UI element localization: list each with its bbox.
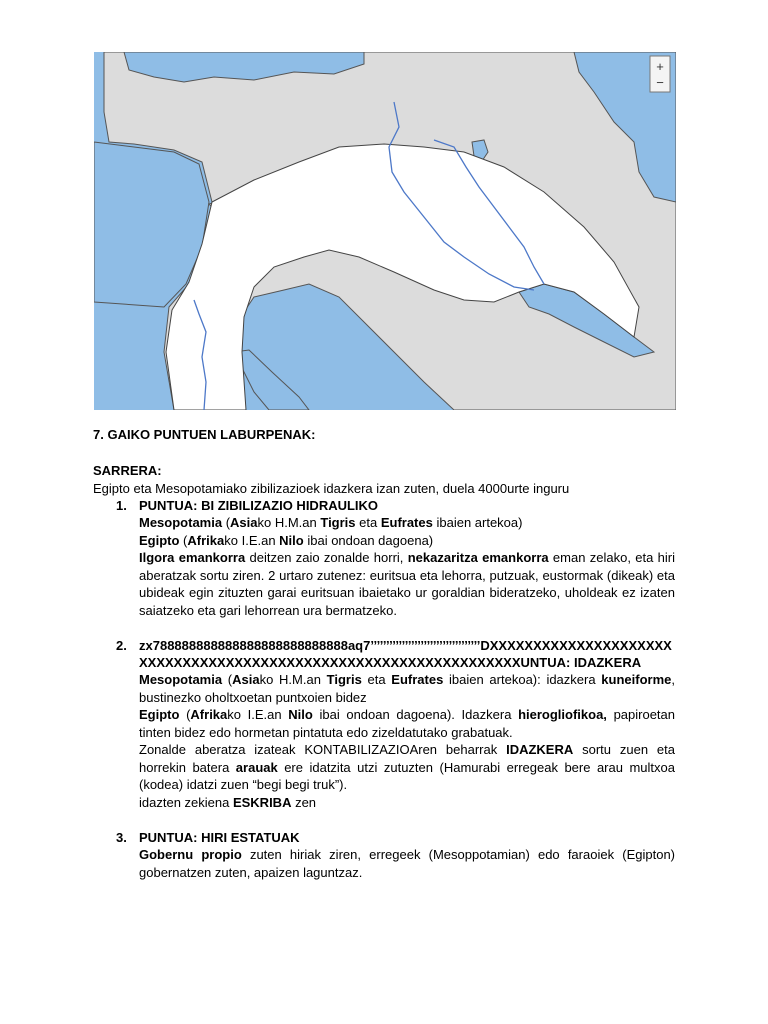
zoom-out-icon[interactable]: −: [656, 75, 664, 90]
ilgora-paragraph: Ilgora emankorra deitzen zaio zonalde horri, nekazaritza emankorra eman zelako, eta hiri aberatzak sortu ziren. 2 urtaro zutenez: euritsua eta lehorra, putzuak, eustormak (dikeak) eta ubideak egin zituzten garai euritsuan ibaietako ur goraldian bideratzeko, uholdeak ez izaten saiatzeko eta gari lehorrean ura bermatzeko.: [139, 550, 675, 618]
writing-paragraph: Zonalde aberatza izateak KONTABILIZAZIOAren beharrak IDAZKERA sortu zuen eta horrekin batera arauak ere idatzita utzi zutuzten (Hamurabi erregeak bere arau multxoa (kodea) idatzi zuen “begi begi truk”).: [139, 742, 676, 792]
egypt-line: Egipto (Afrikako I.E.an Nilo ibai ondoan dagoena). Idazkera hierogliofikoa, papiroetan tinten bidez edo hormetan pintatuta edo zizeldatutako grabatuak.: [139, 707, 676, 740]
intro-text: Egipto eta Mesopotamiako zibilizazioek idazkera izan zuten, duela 4000urte inguru: [93, 481, 570, 496]
section-title: 7. GAIKO PUNTUEN LABURPENAK:: [93, 427, 316, 442]
mesopotamia-line: Mesopotamia (Asiako H.M.an Tigris eta Eufrates ibaien artekoa): idazkera kuneiforme, bustinezko oholtxoetan puntxoien bidez: [139, 672, 675, 705]
intro-heading: SARRERA:: [93, 463, 162, 478]
document-body: [93, 426, 675, 881]
point-1: [93, 497, 675, 637]
scribe-line: idazten zekiena ESKRIBA zen: [139, 794, 317, 810]
point-title: PUNTUA: BI ZIBILIZAZIO HIDRAULIKO: [139, 498, 379, 513]
egypt-line: Egipto (Afrikako I.E.an Nilo ibai ondoan dagoena): [139, 532, 434, 548]
point-2: [93, 637, 675, 829]
point-number: 1.: [116, 498, 127, 513]
government-paragraph: Gobernu propio zuten hiriak ziren, erregeek (Mesoppotamian) edo faraoiek (Egipton) gobernatzen zuten, apaizen laguntzaz.: [139, 847, 675, 880]
point-title: PUNTUA: HIRI ESTATUAK: [139, 830, 300, 845]
fertile-crescent-map: [94, 52, 676, 410]
points-list: [93, 497, 675, 881]
map-zoom-control[interactable]: [650, 56, 670, 92]
map-svg: [94, 52, 676, 410]
point-3: [93, 829, 675, 881]
point-number: 3.: [116, 830, 127, 845]
zoom-in-icon[interactable]: +: [656, 59, 664, 74]
mesopotamia-line: Mesopotamia (Asiako H.M.an Tigris eta Eufrates ibaien artekoa): [139, 515, 523, 530]
point-number: 2.: [116, 638, 127, 653]
point-title: zx788888888888888888888888888aq7’’’’’’’’’’’’’’’’’’’’’’’’’’’’’’’’’’’DXXXXXXXXXXXXXXXXXXXXXXXXXXXXXXXXXXXXXXXXXXXXXXXXXXXXXXXXXXXXXXXXXUNTUA: IDAZKERA: [139, 638, 672, 670]
